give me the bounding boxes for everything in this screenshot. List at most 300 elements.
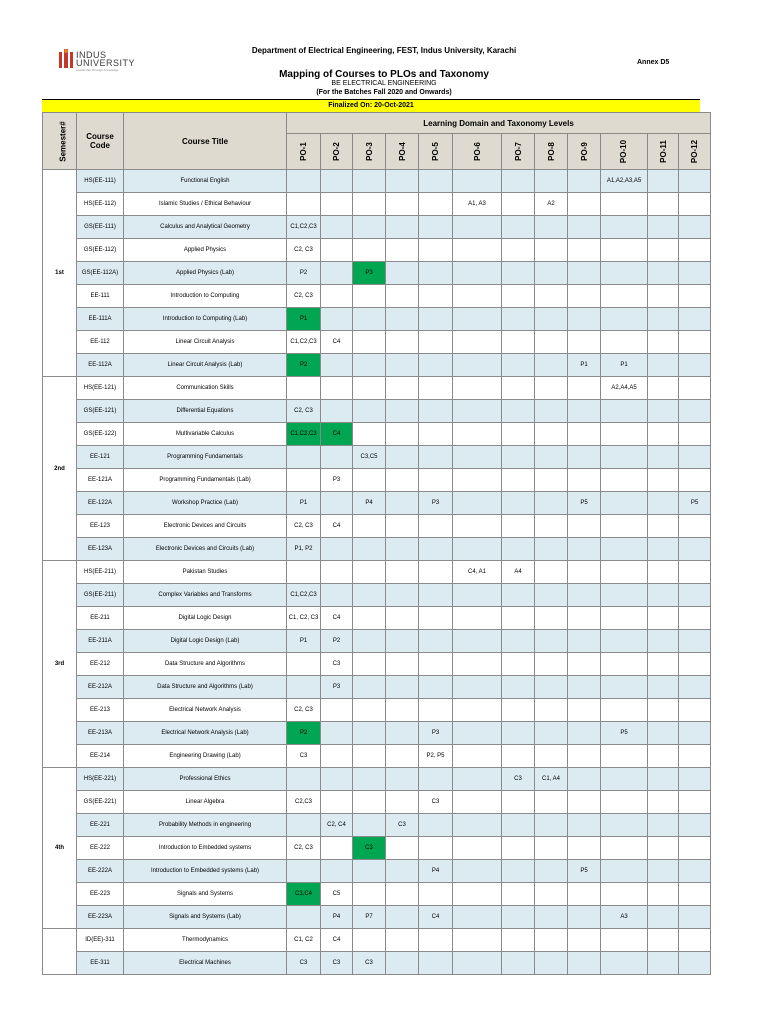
po-11-cell bbox=[648, 860, 679, 883]
po-5-cell: C3 bbox=[419, 791, 453, 814]
po-12-cell bbox=[679, 814, 711, 837]
po-2-cell bbox=[321, 193, 353, 216]
course-row bbox=[43, 538, 711, 561]
po-10-cell: A1,A2,A3,A5 bbox=[601, 170, 648, 193]
course-row bbox=[43, 630, 711, 653]
po-10-cell bbox=[601, 814, 648, 837]
po-4-cell bbox=[386, 561, 419, 584]
po-2-cell bbox=[321, 538, 353, 561]
po-2-cell bbox=[321, 400, 353, 423]
po-11-cell bbox=[648, 814, 679, 837]
po-12-cell bbox=[679, 446, 711, 469]
po-10-cell bbox=[601, 699, 648, 722]
po-8-cell bbox=[535, 814, 568, 837]
po-2-cell bbox=[321, 722, 353, 745]
po-3-cell bbox=[353, 860, 386, 883]
course-row bbox=[43, 446, 711, 469]
po-10-cell bbox=[601, 538, 648, 561]
po-7-cell: A4 bbox=[502, 561, 535, 584]
semester-label: 1st bbox=[43, 170, 77, 377]
logo-tagline: Leadership Through Knowledge bbox=[76, 68, 119, 72]
course-row bbox=[43, 837, 711, 860]
po-6-cell bbox=[453, 676, 502, 699]
course-title: Electrical Network Analysis bbox=[124, 699, 287, 722]
course-code-header: Course Code bbox=[77, 113, 124, 170]
po-8-cell bbox=[535, 377, 568, 400]
po-10-cell bbox=[601, 308, 648, 331]
po-11-cell bbox=[648, 952, 679, 975]
po-9-cell bbox=[568, 170, 601, 193]
po-header-11: PO-11 bbox=[648, 134, 679, 170]
po-6-cell bbox=[453, 768, 502, 791]
course-code: EE-112 bbox=[77, 331, 124, 354]
po-3-cell bbox=[353, 377, 386, 400]
po-9-cell bbox=[568, 630, 601, 653]
course-code: ID(EE)-311 bbox=[77, 929, 124, 952]
course-code: EE-223A bbox=[77, 906, 124, 929]
po-12-cell bbox=[679, 538, 711, 561]
course-code: EE-222 bbox=[77, 837, 124, 860]
po-9-cell bbox=[568, 400, 601, 423]
po-10-cell bbox=[601, 446, 648, 469]
po-6-cell bbox=[453, 860, 502, 883]
po-2-cell: C3 bbox=[321, 952, 353, 975]
po-1-cell bbox=[287, 676, 321, 699]
po-7-cell bbox=[502, 216, 535, 239]
po-5-cell bbox=[419, 653, 453, 676]
po-12-cell bbox=[679, 630, 711, 653]
po-7-cell bbox=[502, 722, 535, 745]
po-1-cell: C1,C2,C3 bbox=[287, 423, 321, 446]
po-8-cell bbox=[535, 446, 568, 469]
po-9-cell bbox=[568, 722, 601, 745]
po-8-cell bbox=[535, 745, 568, 768]
po-9-cell bbox=[568, 768, 601, 791]
po-5-cell bbox=[419, 768, 453, 791]
course-code: EE-222A bbox=[77, 860, 124, 883]
po-8-cell bbox=[535, 216, 568, 239]
po-4-cell bbox=[386, 331, 419, 354]
po-9-cell bbox=[568, 285, 601, 308]
po-7-cell bbox=[502, 515, 535, 538]
po-8-cell bbox=[535, 400, 568, 423]
course-title: Engineering Drawing (Lab) bbox=[124, 745, 287, 768]
po-8-cell bbox=[535, 883, 568, 906]
po-7-cell bbox=[502, 400, 535, 423]
po-5-cell bbox=[419, 239, 453, 262]
course-row bbox=[43, 561, 711, 584]
course-code: GS(EE-121) bbox=[77, 400, 124, 423]
po-4-cell: C3 bbox=[386, 814, 419, 837]
po-1-cell: C3 bbox=[287, 952, 321, 975]
po-6-cell bbox=[453, 285, 502, 308]
course-code: EE-121 bbox=[77, 446, 124, 469]
course-title: Differential Equations bbox=[124, 400, 287, 423]
po-10-cell bbox=[601, 561, 648, 584]
po-8-cell bbox=[535, 538, 568, 561]
course-title: Linear Circuit Analysis bbox=[124, 331, 287, 354]
course-title: Applied Physics (Lab) bbox=[124, 262, 287, 285]
po-5-cell bbox=[419, 676, 453, 699]
course-title: Thermodynamics bbox=[124, 929, 287, 952]
po-1-cell bbox=[287, 170, 321, 193]
po-3-cell bbox=[353, 653, 386, 676]
po-11-cell bbox=[648, 929, 679, 952]
po-3-cell bbox=[353, 607, 386, 630]
po-5-cell bbox=[419, 630, 453, 653]
course-row bbox=[43, 607, 711, 630]
po-11-cell bbox=[648, 791, 679, 814]
po-2-cell bbox=[321, 170, 353, 193]
po-12-cell bbox=[679, 745, 711, 768]
po-10-cell bbox=[601, 492, 648, 515]
po-12-cell bbox=[679, 239, 711, 262]
po-5-cell bbox=[419, 538, 453, 561]
po-3-cell bbox=[353, 561, 386, 584]
po-8-cell bbox=[535, 791, 568, 814]
po-1-cell bbox=[287, 814, 321, 837]
po-10-cell bbox=[601, 630, 648, 653]
po-7-cell bbox=[502, 308, 535, 331]
po-6-cell bbox=[453, 262, 502, 285]
course-title-header: Course Title bbox=[124, 113, 287, 170]
po-10-cell: P1 bbox=[601, 354, 648, 377]
po-3-cell bbox=[353, 285, 386, 308]
po-3-cell bbox=[353, 768, 386, 791]
po-7-cell bbox=[502, 331, 535, 354]
po-2-cell: C2, C4 bbox=[321, 814, 353, 837]
course-code: EE-311 bbox=[77, 952, 124, 975]
po-header-12: PO-12 bbox=[679, 134, 711, 170]
course-row bbox=[43, 170, 711, 193]
po-1-cell: C2, C3 bbox=[287, 837, 321, 860]
course-code: GS(EE-112) bbox=[77, 239, 124, 262]
course-code: EE-212A bbox=[77, 676, 124, 699]
po-6-cell bbox=[453, 354, 502, 377]
po-7-cell bbox=[502, 492, 535, 515]
po-3-cell bbox=[353, 331, 386, 354]
course-row bbox=[43, 423, 711, 446]
po-11-cell bbox=[648, 906, 679, 929]
po-3-cell bbox=[353, 584, 386, 607]
po-7-cell bbox=[502, 584, 535, 607]
course-code: EE-111 bbox=[77, 285, 124, 308]
po-3-cell bbox=[353, 722, 386, 745]
po-8-cell bbox=[535, 492, 568, 515]
po-2-cell bbox=[321, 492, 353, 515]
po-4-cell bbox=[386, 722, 419, 745]
po-3-cell bbox=[353, 745, 386, 768]
po-2-cell bbox=[321, 837, 353, 860]
po-6-cell bbox=[453, 216, 502, 239]
po-4-cell bbox=[386, 170, 419, 193]
po-11-cell bbox=[648, 883, 679, 906]
po-5-cell bbox=[419, 262, 453, 285]
po-10-cell bbox=[601, 676, 648, 699]
po-5-cell bbox=[419, 423, 453, 446]
po-12-cell bbox=[679, 883, 711, 906]
po-10-cell: P5 bbox=[601, 722, 648, 745]
po-8-cell bbox=[535, 262, 568, 285]
po-9-cell bbox=[568, 814, 601, 837]
po-6-cell: A1, A3 bbox=[453, 193, 502, 216]
po-6-cell bbox=[453, 584, 502, 607]
course-code: HS(EE-112) bbox=[77, 193, 124, 216]
course-code: EE-123A bbox=[77, 538, 124, 561]
po-9-cell bbox=[568, 239, 601, 262]
po-12-cell bbox=[679, 952, 711, 975]
po-11-cell bbox=[648, 561, 679, 584]
po-3-cell bbox=[353, 170, 386, 193]
course-code: EE-112A bbox=[77, 354, 124, 377]
po-12-cell bbox=[679, 331, 711, 354]
po-5-cell bbox=[419, 446, 453, 469]
po-8-cell bbox=[535, 676, 568, 699]
course-row bbox=[43, 193, 711, 216]
po-12-cell bbox=[679, 676, 711, 699]
course-row bbox=[43, 745, 711, 768]
course-title: Data Structure and Algorithms bbox=[124, 653, 287, 676]
po-12-cell bbox=[679, 561, 711, 584]
course-row bbox=[43, 469, 711, 492]
po-6-cell bbox=[453, 423, 502, 446]
po-6-cell bbox=[453, 883, 502, 906]
po-1-cell: P1, P2 bbox=[287, 538, 321, 561]
po-5-cell: P4 bbox=[419, 860, 453, 883]
course-row bbox=[43, 653, 711, 676]
po-12-cell bbox=[679, 768, 711, 791]
po-7-cell bbox=[502, 745, 535, 768]
course-code: GS(EE-111) bbox=[77, 216, 124, 239]
po-11-cell bbox=[648, 538, 679, 561]
po-12-cell bbox=[679, 469, 711, 492]
po-2-cell bbox=[321, 745, 353, 768]
course-title: Professional Ethics bbox=[124, 768, 287, 791]
po-10-cell bbox=[601, 745, 648, 768]
po-10-cell bbox=[601, 469, 648, 492]
finalized-banner: Finalized On: 20-Oct-2021 bbox=[42, 99, 700, 113]
po-12-cell bbox=[679, 584, 711, 607]
po-3-cell bbox=[353, 538, 386, 561]
po-1-cell bbox=[287, 561, 321, 584]
po-5-cell bbox=[419, 561, 453, 584]
po-5-cell bbox=[419, 469, 453, 492]
po-6-cell bbox=[453, 745, 502, 768]
po-6-cell bbox=[453, 377, 502, 400]
po-8-cell bbox=[535, 584, 568, 607]
po-4-cell bbox=[386, 400, 419, 423]
course-row bbox=[43, 929, 711, 952]
po-9-cell bbox=[568, 791, 601, 814]
po-2-cell: C5 bbox=[321, 883, 353, 906]
po-8-cell bbox=[535, 906, 568, 929]
course-title: Introduction to Embedded systems (Lab) bbox=[124, 860, 287, 883]
course-row bbox=[43, 331, 711, 354]
semester-label bbox=[43, 929, 77, 975]
po-2-cell bbox=[321, 377, 353, 400]
po-11-cell bbox=[648, 722, 679, 745]
course-code: GS(EE-211) bbox=[77, 584, 124, 607]
po-6-cell bbox=[453, 929, 502, 952]
po-5-cell bbox=[419, 952, 453, 975]
course-code: GS(EE-112A) bbox=[77, 262, 124, 285]
po-1-cell: P1 bbox=[287, 492, 321, 515]
po-5-cell bbox=[419, 354, 453, 377]
po-3-cell bbox=[353, 469, 386, 492]
course-code: GS(EE-122) bbox=[77, 423, 124, 446]
po-5-cell bbox=[419, 607, 453, 630]
po-8-cell bbox=[535, 837, 568, 860]
po-1-cell: C2, C3 bbox=[287, 239, 321, 262]
po-2-cell bbox=[321, 354, 353, 377]
po-6-cell bbox=[453, 492, 502, 515]
po-7-cell bbox=[502, 239, 535, 262]
po-8-cell bbox=[535, 423, 568, 446]
po-11-cell bbox=[648, 400, 679, 423]
po-1-cell: C2, C3 bbox=[287, 699, 321, 722]
po-10-cell bbox=[601, 239, 648, 262]
po-5-cell bbox=[419, 929, 453, 952]
po-10-cell bbox=[601, 607, 648, 630]
course-row bbox=[43, 262, 711, 285]
po-6-cell bbox=[453, 630, 502, 653]
course-title: Probability Methods in engineering bbox=[124, 814, 287, 837]
po-7-cell bbox=[502, 814, 535, 837]
po-8-cell: C1, A4 bbox=[535, 768, 568, 791]
course-title: Programming Fundamentals bbox=[124, 446, 287, 469]
po-11-cell bbox=[648, 239, 679, 262]
po-9-cell bbox=[568, 262, 601, 285]
course-title: Linear Circuit Analysis (Lab) bbox=[124, 354, 287, 377]
po-4-cell bbox=[386, 492, 419, 515]
course-row bbox=[43, 354, 711, 377]
po-10-cell bbox=[601, 883, 648, 906]
po-4-cell bbox=[386, 607, 419, 630]
po-4-cell bbox=[386, 239, 419, 262]
po-11-cell bbox=[648, 768, 679, 791]
po-11-cell bbox=[648, 377, 679, 400]
po-11-cell bbox=[648, 676, 679, 699]
po-6-cell bbox=[453, 469, 502, 492]
po-1-cell bbox=[287, 768, 321, 791]
po-8-cell bbox=[535, 239, 568, 262]
po-4-cell bbox=[386, 837, 419, 860]
po-6-cell bbox=[453, 791, 502, 814]
po-4-cell bbox=[386, 377, 419, 400]
po-5-cell bbox=[419, 400, 453, 423]
document-title: Mapping of Courses to PLOs and Taxonomy bbox=[279, 69, 489, 80]
course-row bbox=[43, 377, 711, 400]
po-5-cell bbox=[419, 699, 453, 722]
po-11-cell bbox=[648, 354, 679, 377]
po-2-cell: C4 bbox=[321, 423, 353, 446]
po-6-cell bbox=[453, 699, 502, 722]
po-11-cell bbox=[648, 216, 679, 239]
po-header-4: PO-4 bbox=[386, 134, 419, 170]
po-header-3: PO-3 bbox=[353, 134, 386, 170]
course-row bbox=[43, 400, 711, 423]
po-12-cell bbox=[679, 791, 711, 814]
po-7-cell bbox=[502, 354, 535, 377]
po-9-cell: P5 bbox=[568, 492, 601, 515]
po-10-cell bbox=[601, 768, 648, 791]
po-6-cell bbox=[453, 837, 502, 860]
po-header-8: PO-8 bbox=[535, 134, 568, 170]
po-5-cell bbox=[419, 285, 453, 308]
po-3-cell bbox=[353, 791, 386, 814]
program-name: BE ELECTRICAL ENGINEERING bbox=[331, 80, 437, 87]
po-1-cell: P2 bbox=[287, 354, 321, 377]
course-title: Electrical Machines bbox=[124, 952, 287, 975]
po-5-cell: P3 bbox=[419, 492, 453, 515]
po-4-cell bbox=[386, 699, 419, 722]
po-5-cell bbox=[419, 883, 453, 906]
course-title: Introduction to Computing bbox=[124, 285, 287, 308]
semester-label: 2nd bbox=[43, 377, 77, 561]
po-header-9: PO-9 bbox=[568, 134, 601, 170]
po-12-cell bbox=[679, 699, 711, 722]
po-2-cell: C4 bbox=[321, 929, 353, 952]
po-11-cell bbox=[648, 170, 679, 193]
po-8-cell bbox=[535, 308, 568, 331]
po-12-cell bbox=[679, 837, 711, 860]
po-10-cell bbox=[601, 584, 648, 607]
po-2-cell: P3 bbox=[321, 469, 353, 492]
po-3-cell bbox=[353, 929, 386, 952]
po-6-cell bbox=[453, 653, 502, 676]
po-5-cell bbox=[419, 377, 453, 400]
po-10-cell bbox=[601, 400, 648, 423]
course-title: Electrical Network Analysis (Lab) bbox=[124, 722, 287, 745]
course-row bbox=[43, 676, 711, 699]
po-4-cell bbox=[386, 354, 419, 377]
po-4-cell bbox=[386, 216, 419, 239]
po-header-2: PO-2 bbox=[321, 134, 353, 170]
course-row bbox=[43, 216, 711, 239]
po-9-cell: P1 bbox=[568, 354, 601, 377]
po-4-cell bbox=[386, 584, 419, 607]
po-6-cell bbox=[453, 170, 502, 193]
po-4-cell bbox=[386, 538, 419, 561]
po-5-cell bbox=[419, 308, 453, 331]
po-10-cell bbox=[601, 285, 648, 308]
po-9-cell bbox=[568, 308, 601, 331]
po-2-cell: P2 bbox=[321, 630, 353, 653]
course-title: Complex Variables and Transforms bbox=[124, 584, 287, 607]
course-code: HS(EE-221) bbox=[77, 768, 124, 791]
po-4-cell bbox=[386, 929, 419, 952]
po-9-cell bbox=[568, 952, 601, 975]
po-2-cell bbox=[321, 262, 353, 285]
po-9-cell bbox=[568, 423, 601, 446]
po-7-cell bbox=[502, 791, 535, 814]
po-2-cell bbox=[321, 308, 353, 331]
po-3-cell bbox=[353, 216, 386, 239]
course-code: EE-211 bbox=[77, 607, 124, 630]
po-1-cell: C1,C2,C3 bbox=[287, 584, 321, 607]
po-1-cell: C2,C3 bbox=[287, 791, 321, 814]
po-12-cell bbox=[679, 653, 711, 676]
po-10-cell bbox=[601, 423, 648, 446]
po-7-cell bbox=[502, 469, 535, 492]
po-8-cell bbox=[535, 699, 568, 722]
po-12-cell bbox=[679, 308, 711, 331]
po-3-cell: C3,C5 bbox=[353, 446, 386, 469]
po-3-cell bbox=[353, 400, 386, 423]
po-11-cell bbox=[648, 607, 679, 630]
po-1-cell bbox=[287, 860, 321, 883]
course-title: Digital Logic Design bbox=[124, 607, 287, 630]
